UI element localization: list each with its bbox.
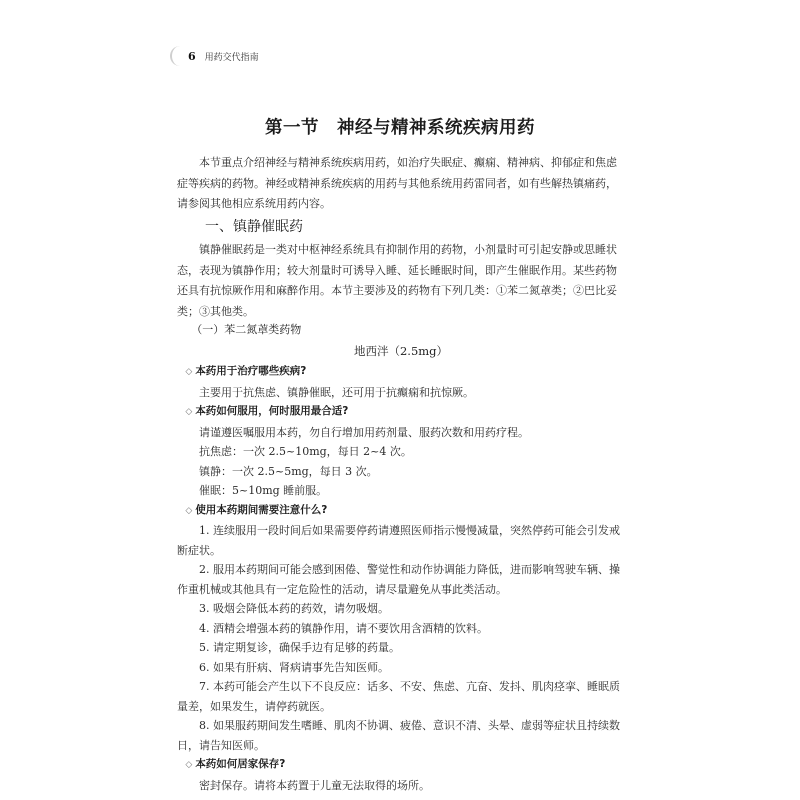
diamond-bullet-icon: ◇ [185, 367, 193, 377]
answer-dosage-line: 镇静：一次 2.5~5mg，每日 3 次。 [199, 464, 378, 478]
header-arc-decoration [170, 46, 186, 66]
precaution-item: 5. 请定期复诊，确保手边有足够的药量。 [199, 641, 400, 654]
answer-dosage-line: 请谨遵医嘱服用本药，勿自行增加用药剂量、服药次数和用药疗程。 [199, 425, 529, 439]
precaution-item: 1. 连续服用一段时间后如果需要停药请遵照医师指示慢慢减量，突然停药可能会引发戒断症状。 [177, 524, 620, 557]
intro-block [177, 153, 625, 215]
precaution-item: 7. 本药可能会产生以下不良反应：话多、不安、焦虑、亢奋、发抖、肌肉痉挛、睡眠质量差，如果发生，请停药就医。 [177, 680, 620, 713]
page-header [170, 46, 259, 66]
question-text: 本药用于治疗哪些疾病? [195, 365, 307, 377]
book-title: 用药交代指南 [204, 52, 259, 63]
page-number: 6 [188, 49, 196, 63]
diamond-bullet-icon: ◇ [185, 505, 193, 516]
drug-name: 地西泮（2.5mg） [353, 344, 449, 358]
drug-block [177, 319, 625, 795]
question-text: 本药如何居家保存? [195, 758, 286, 770]
diamond-bullet-icon: ◇ [185, 760, 193, 770]
answer-storage: 密封保存。请将本药置于儿童无法取得的场所。 [199, 778, 430, 792]
intro-paragraph: 本节重点介绍神经与精神系统疾病用药，如治疗失眠症、癫痫、精神病、抑郁症和焦虑症等疾病的药物。神经或精神系统疾病的用药与其他系统用药雷同者，如有些解热镇痛药，请参阅其他相应系统用药内容。 [177, 156, 617, 210]
precaution-item: 3. 吸烟会降低本药的药效，请勿吸烟。 [199, 602, 389, 615]
precaution-item: 2. 服用本药期间可能会感到困倦、警觉性和动作协调能力降低，进而影响驾驶车辆、操作重机械或其他具有一定危险性的活动，请尽量避免从事此类活动。 [177, 563, 620, 596]
precaution-item: 4. 酒精会增强本药的镇静作用，请不要饮用含酒精的饮料。 [199, 621, 488, 635]
diamond-bullet-icon: ◇ [185, 407, 193, 417]
question-storage [177, 755, 625, 776]
question-text: 使用本药期间需要注意什么? [195, 503, 328, 516]
subsection-paragraph: 镇静催眠药是一类对中枢神经系统具有抑制作用的药物，小剂量时可引起安静或思睡状态，表现为镇静作用；较大剂量时可诱导入睡、延长睡眠时间，即产生催眠作用。某些药物还具有抗惊厥作用和麻醉作用。本节主要涉及的药物有下列几类：①苯二氮䓬类；②巴比妥类；③其他类。 [177, 243, 617, 318]
question-indications [177, 362, 625, 383]
question-dosage [177, 402, 625, 423]
section-title-text: 神经与精神系统疾病用药 [337, 118, 535, 138]
section-title [0, 114, 800, 139]
subsection-heading: 一、镇静催眠药 [205, 219, 303, 235]
question-precautions [177, 501, 625, 522]
precaution-item: 6. 如果有肝病、肾病请事先告知医师。 [199, 660, 389, 674]
subsection-block [177, 216, 625, 322]
category-heading: （一）苯二氮䓬类药物 [191, 323, 302, 336]
question-text: 本药如何服用，何时服用最合适? [195, 405, 349, 417]
precaution-item: 8. 如果服药期间发生嗜睡、肌肉不协调、疲倦、意识不清、头晕、虚弱等症状且持续数日，请告知医师。 [177, 719, 620, 752]
section-number: 第一节 [265, 118, 319, 138]
answer-dosage-line: 催眠：5~10mg 睡前服。 [199, 484, 328, 497]
answer-indications: 主要用于抗焦虑、镇静催眠，还可用于抗癫痫和抗惊厥。 [199, 385, 474, 399]
answer-dosage-line: 抗焦虑：一次 2.5~10mg，每日 2~4 次。 [199, 445, 412, 458]
